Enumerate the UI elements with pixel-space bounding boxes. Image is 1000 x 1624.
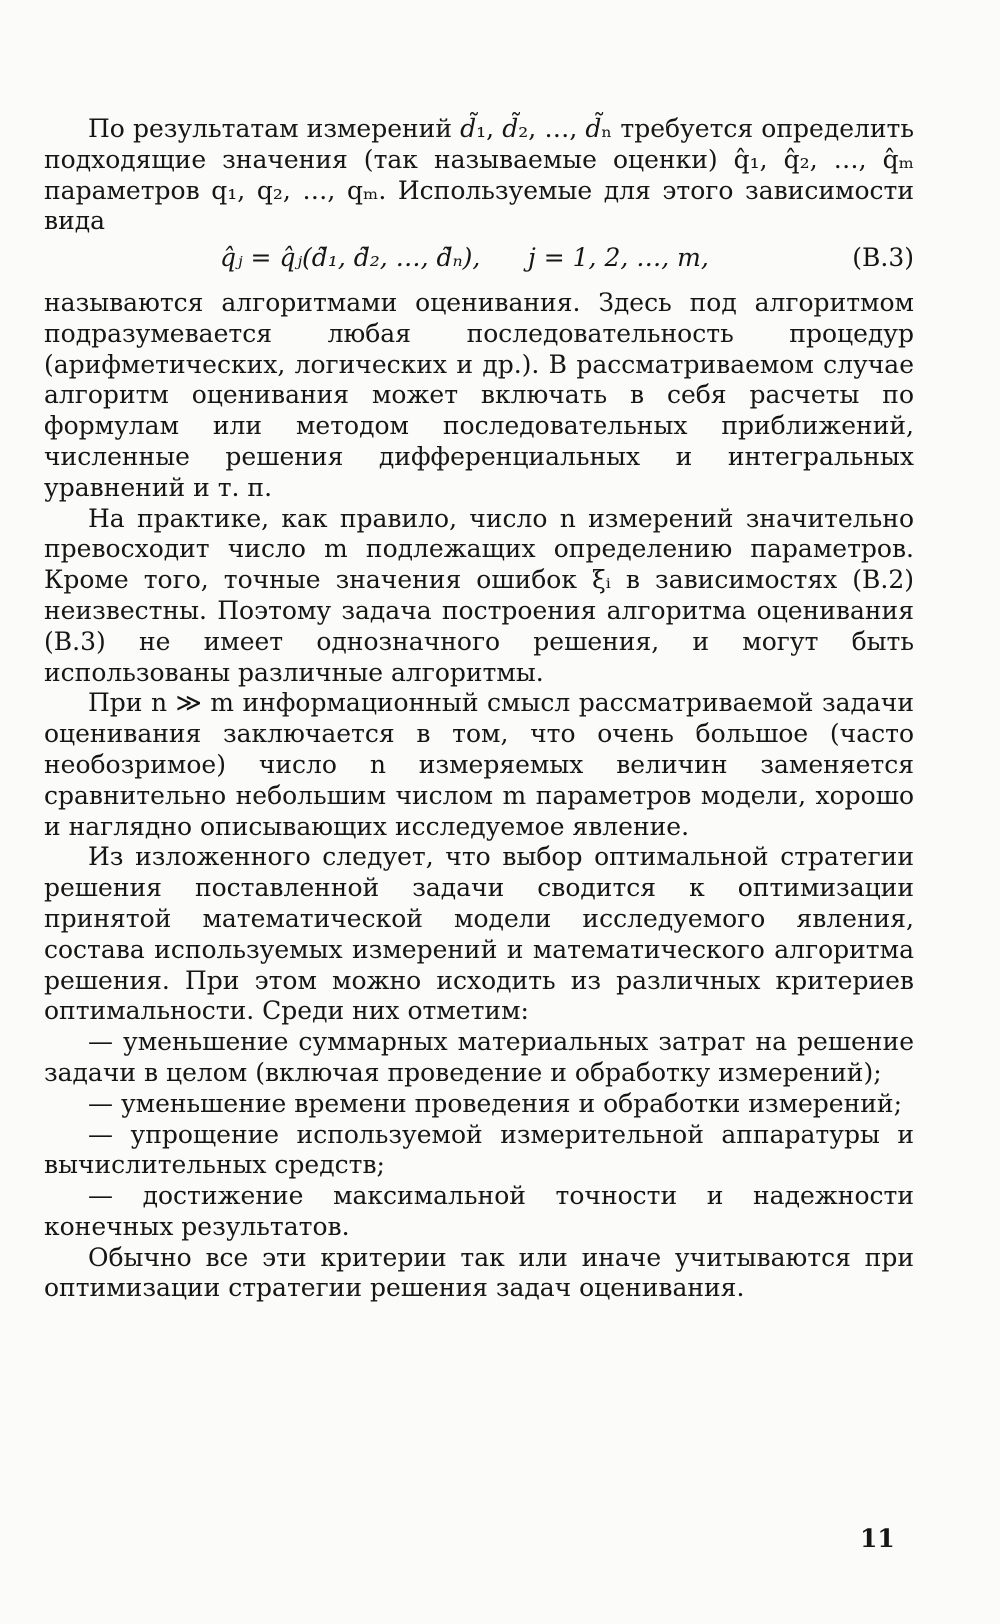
paragraph-optimal-strategy: Из изложенного следует, что выбор оптимальной стратегии решения поставленной задачи сводится к оптимизации принятой математической модели исследуемого явления, состава используемых измерений и математического алгоритма решения. При этом можно исходить из различных критериев оптимальности. Среди них отметим: xyxy=(44,842,914,1026)
page-body-text xyxy=(44,114,914,1304)
paragraph-information-meaning: При n ≫ m информационный смысл рассматриваемой задачи оценивания заключается в том, что очень большое (часто необозримое) число n измеряемых величин заменяется сравнительно небольшим числом m параметров модели, хорошо и наглядно описывающих исследуемое явление. xyxy=(44,688,914,841)
paragraph-in-practice: На практике, как правило, число n измерений значительно превосходит число m подлежащих определению параметров. Кроме того, точные значения ошибок ξᵢ в зависимостях (В.2) неизвестны. Поэтому задача построения алгоритма оценивания (В.3) не имеет однозначного решения, и могут быть использованы различные алгоритмы. xyxy=(44,503,914,687)
criteria-item: — уменьшение времени проведения и обработки измерений; xyxy=(88,1088,903,1118)
equation-b3 xyxy=(44,243,914,274)
page-number: 11 xyxy=(860,1524,895,1553)
criteria-item: — упрощение используемой измерительной аппаратуры и вычислительных средств; xyxy=(44,1119,914,1180)
paragraph-measurements: По результатам измерений 𝑑̃₁, 𝑑̃₂, …, 𝑑̃ₙ требуется определить подходящие значения (так называемые оценки) q̂₁, q̂₂, …, q̂ₘ параметров q₁, q₂, …, qₘ. Используемые для этого зависимости вида xyxy=(44,114,914,236)
criteria-item: — достижение максимальной точности и надежности конечных результатов. xyxy=(44,1181,914,1241)
criteria-item: — уменьшение суммарных материальных затрат на решение задачи в целом (включая проведение и обработку измерений); xyxy=(44,1027,914,1087)
equation-number: (В.3) xyxy=(852,243,914,273)
paragraph-estimation-algorithms: называются алгоритмами оценивания. Здесь под алгоритмом подразумевается любая последовательность процедур (арифметических, логических и др.). В рассматриваемом случае алгоритм оценивания может включать в себя расчеты по формулам или методом последовательных приближений, численные решения дифференциальных и интегральных уравнений и т. п. xyxy=(44,287,914,502)
paragraph-conclusion: Обычно все эти критерии так или иначе учитываются при оптимизации стратегии решения задач оценивания. xyxy=(44,1242,914,1303)
equation-body: q̂ⱼ = q̂ⱼ(𝑑̃₁, 𝑑̃₂, …, 𝑑̃ₙ), j = 1, 2, …, m, xyxy=(220,243,709,273)
